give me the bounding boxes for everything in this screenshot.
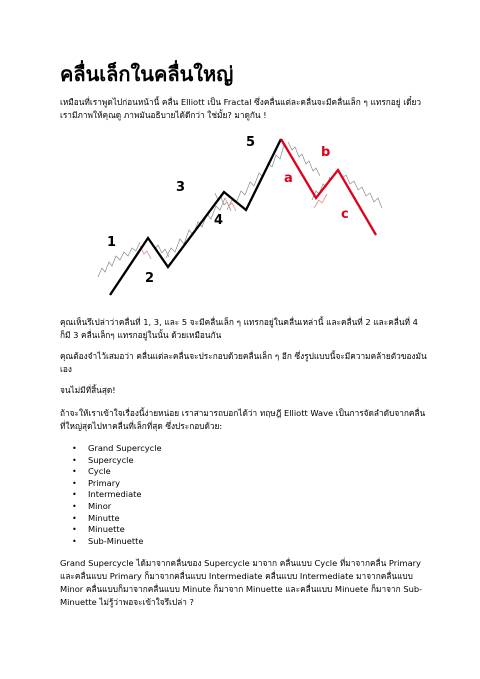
list-item: • Intermediate <box>72 489 162 501</box>
list-item: • Sub-Minuette <box>72 536 162 548</box>
paragraph-2: คุณต้องจำไว้เสมอว่า คลื่นแต่ละคลื่นจะประกอบด้วยคลื่นเล็ก ๆ อีก ซึ่งรูปแบบนี้จะมีความคล้ายตัวของมันเอง <box>60 351 427 374</box>
wave-label-4: 4 <box>214 213 224 228</box>
wave-label-b: b <box>321 145 331 160</box>
wave-label-5: 5 <box>246 135 256 150</box>
list-item: • Minutte <box>72 513 162 525</box>
minor-wave-c <box>338 170 382 208</box>
minor-wave-3 <box>166 198 225 258</box>
wave-label-2: 2 <box>145 271 155 286</box>
wave-label-3: 3 <box>176 180 186 195</box>
list-item: • Cycle <box>72 466 162 478</box>
page-title: คลื่นเล็กในคลื่นใหญ่ <box>60 62 234 86</box>
list-item: • Supercycle <box>72 455 162 467</box>
wave-label-1: 1 <box>107 235 117 250</box>
paragraph-1: คุณเห็นรึเปล่าว่าคลื่นที่ 1, 3, และ 5 จะมีคลื่นเล็ก ๆ แทรกอยู่ในคลื่นเหล่านี้ และคลื่นที่ 2 และคลื่นที่ 4 ก็มี 3 คลื่นเล็กๆ แทรกอยู่ในนั้น ด้วยเหมือนกัน <box>60 317 418 340</box>
wave-label-a: a <box>284 171 293 186</box>
intro-paragraph: เหมือนที่เราพูดไปก่อนหน้านี้ คลื่น Elliott เป็น Fractal ซึ่งคลื่นแต่ละคลื่นจะมีคลื่นเล็ก ๆ แทรกอยู่ เดี๋ยวเรามีภาพให้คุณดู ภาพมันอธิบายได้ดีกว่า ใช่มั้ย? มาดูกัน ! <box>60 97 422 120</box>
elliott-wave-figure <box>90 130 390 305</box>
impulse-wave-line <box>110 139 281 295</box>
list-item: • Grand Supercycle <box>72 443 162 455</box>
list-item: • Minor <box>72 501 162 513</box>
paragraph-5: Grand Supercycle ได้มาจากคลื่นของ Supercycle มาจาก คลื่นแบบ Cycle ที่มาจากคลื่น Primary และคลื่นแบบ Primary ก็มาจากคลื่นแบบ Intermediate คลื่นแบบ Intermediate มาจากคลื่นแบบ Minor คลื่นแบบก็มาจากคลื่นแบบ Minute ก็มาจาก Minuette และคลื่นแบบ Minuete ก็มาจาก Sub-Minuette ไม่รู้ว่าพอจะเข้าใจรึเปล่า ? <box>60 558 423 607</box>
wave-label-c: c <box>341 207 349 222</box>
paragraph-4: ถ้าจะให้เราเข้าใจเรื่องนี้ง่ายหน่อย เราสามารถบอกได้ว่า ทฤษฎี Elliott Wave เป็นการจัดลำดับจากคลื่นที่ใหญ่สุดไปหาคลื่นที่เล็กที่สุด ซึ่งประกอบด้วย: <box>60 408 426 431</box>
list-item: • Minuette <box>72 524 162 536</box>
paragraph-3: จนไม่มีที่สิ้นสุด! <box>60 385 116 395</box>
list-item: • Primary <box>72 478 162 490</box>
degree-list <box>72 443 162 547</box>
